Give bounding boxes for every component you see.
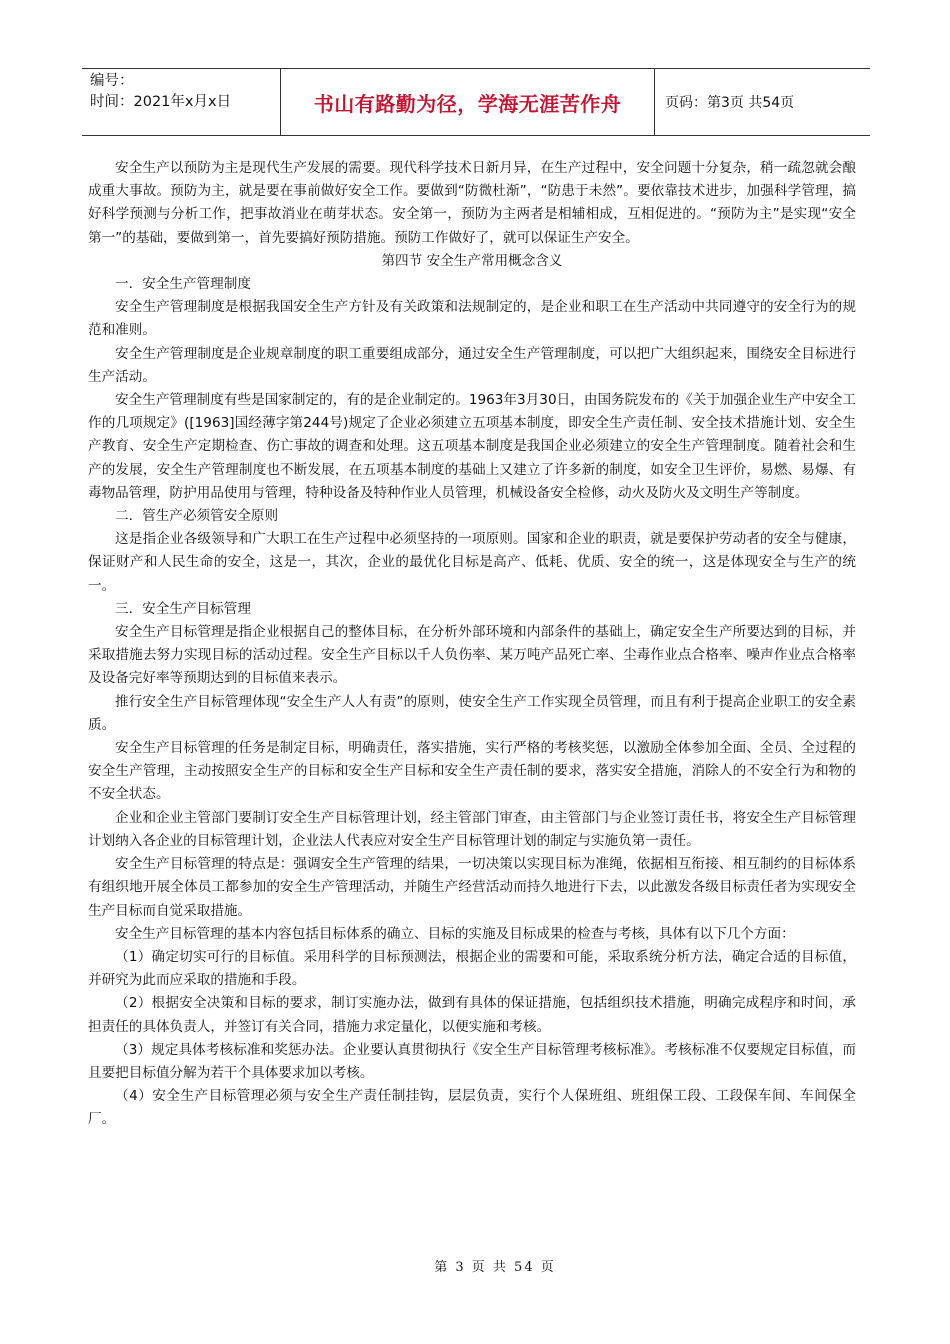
header-motto: 书山有路勤为径，学海无涯苦作舟 xyxy=(281,69,655,135)
list-item: （3）规定具体考核标准和奖惩办法。企业要认真贯彻执行《安全生产目标管理考核标准》。考核标准不仅要规定目标值，而且要把目标值分解为若干个具体要求加以考核。 xyxy=(88,1041,856,1081)
paragraph: 安全生产以预防为主是现代生产发展的需要。现代科学技术日新月异，在生产过程中，安全问题十分复杂，稍一疏忽就会酿成重大事故。预防为主，就是要在事前做好安全工作。要做到“防微杜渐”，“防患于未然”。要依靠技术进步，加强科学管理，搞好科学预测与分析工作，把事故消业在萌芽状态。安全第一，预防为主两者是相辅相成，互相促进的。“预防为主”是实现“安全第一”的基础，要做到第一，首先要搞好预防措施。预防工作做好了，就可以保证生产安全。 xyxy=(88,160,856,246)
section-title: 第四节 安全生产常用概念含义 xyxy=(381,252,563,269)
paragraph: 安全生产目标管理的任务是制定目标，明确责任，落实措施，实行严格的考核奖惩，以激励全体参加全面、全员、全过程的安全生产管理，主动按照安全生产的目标和安全生产目标和安全生产责任制的要求，落实安全措施，消除人的不安全行为和物的不安全状态。 xyxy=(88,740,856,803)
paragraph: 企业和企业主管部门要制订安全生产目标管理计划，经主管部门审查，由主管部门与企业签订责任书，将安全生产目标管理计划纳入各企业的目标管理计划，企业法人代表应对安全生产目标管理计划的制定与实施负第一责任。 xyxy=(88,809,856,849)
paragraph: 推行安全生产目标管理体现“安全生产人人有责”的原则，使安全生产工作实现全员管理，而且有利于提高企业职工的安全素质。 xyxy=(88,693,856,733)
document-body xyxy=(88,157,856,1132)
header-meta xyxy=(82,69,281,135)
paragraph: 安全生产管理制度是企业规章制度的职工重要组成部分，通过安全生产管理制度，可以把广大组织起来，围绕安全目标进行生产活动。 xyxy=(88,345,856,385)
paragraph: 安全生产管理制度有些是国家制定的，有的是企业制定的。1963年3月30日，由国务院发布的《关于加强企业生产中安全工作的几项规定》([1963]国经薄字第244号)规定了企业必须建立五项基本制度，即安全生产责任制、安全技术措施计划、安全生产教育、安全生产定期检查、伤亡事故的调查和处理。这五项基本制度是我国企业必须建立的安全生产管理制度。随着社会和生产的发展，安全生产管理制度也不断发展，在五项基本制度的基础上又建立了许多新的制度，如安全卫生评价，易燃、易爆、有毒物品管理，防护用品使用与管理，特种设备及特种作业人员管理，机械设备安全检修，动火及防火及文明生产等制度。 xyxy=(88,392,856,501)
paragraph: 这是指企业各级领导和广大职工在生产过程中必须坚持的一项原则。国家和企业的职责，就是要保护劳动者的安全与健康，保证财产和人民生命的安全，这是一，其次，企业的最优化目标是高产、低耗、优质、安全的统一，这是体现安全与生产的统一。 xyxy=(88,531,856,594)
page-header xyxy=(82,68,870,136)
list-item: （2）根据安全决策和目标的要求，制订实施办法，做到有具体的保证措施，包括组织技术措施，明确完成程序和时间，承担责任的具体负责人，并签订有关合同，措施力求定量化，以便实施和考核。 xyxy=(88,995,856,1035)
paragraph: 安全生产目标管理的基本内容包括目标体系的确立、目标的实施及目标成果的检查与考核，具体有以下几个方面： xyxy=(115,925,795,942)
list-item: （4）安全生产目标管理必须与安全生产责任制挂钩，层层负责，实行个人保班组、班组保工段、工段保车间、车间保全厂。 xyxy=(88,1088,856,1128)
subsection-heading: 三．安全生产目标管理 xyxy=(115,600,251,617)
header-page-info: 页码：第3页 共54页 xyxy=(665,95,795,111)
page-footer: 第 3 页 共 54 页 xyxy=(434,1260,556,1275)
subsection-heading: 二．管生产必须管安全原则 xyxy=(115,508,279,525)
subsection-heading: 一．安全生产管理制度 xyxy=(115,276,251,293)
paragraph: 安全生产目标管理的特点是：强调安全生产管理的结果，一切决策以实现目标为准绳，依据相互衔接、相互制约的目标体系有组织地开展全体员工都参加的安全生产管理活动，并随生产经营活动而持久地进行下去，以此激发各级目标责任者为实现安全生产目标而自觉采取措施。 xyxy=(88,856,856,919)
document-number-label: 编号： xyxy=(90,73,134,89)
paragraph: 安全生产管理制度是根据我国安全生产方针及有关政策和法规制定的，是企业和职工在生产活动中共同遵守的安全行为的规范和准则。 xyxy=(88,299,856,339)
list-item: （1）确定切实可行的目标值。采用科学的目标预测法，根据企业的需要和可能，采取系统分析方法，确定合适的目标值，并研究为此而应采取的措施和手段。 xyxy=(88,948,856,989)
paragraph: 安全生产目标管理是指企业根据自己的整体目标，在分析外部环境和内部条件的基础上，确定安全生产所要达到的目标，并采取措施去努力实现目标的活动过程。安全生产目标以千人负伤率、某万吨产品死亡率、尘毒作业点合格率、噪声作业点合格率及设备完好率等预期达到的目标值来表示。 xyxy=(88,624,856,687)
document-time-label: 时间：2021年x月x日 xyxy=(90,94,232,110)
